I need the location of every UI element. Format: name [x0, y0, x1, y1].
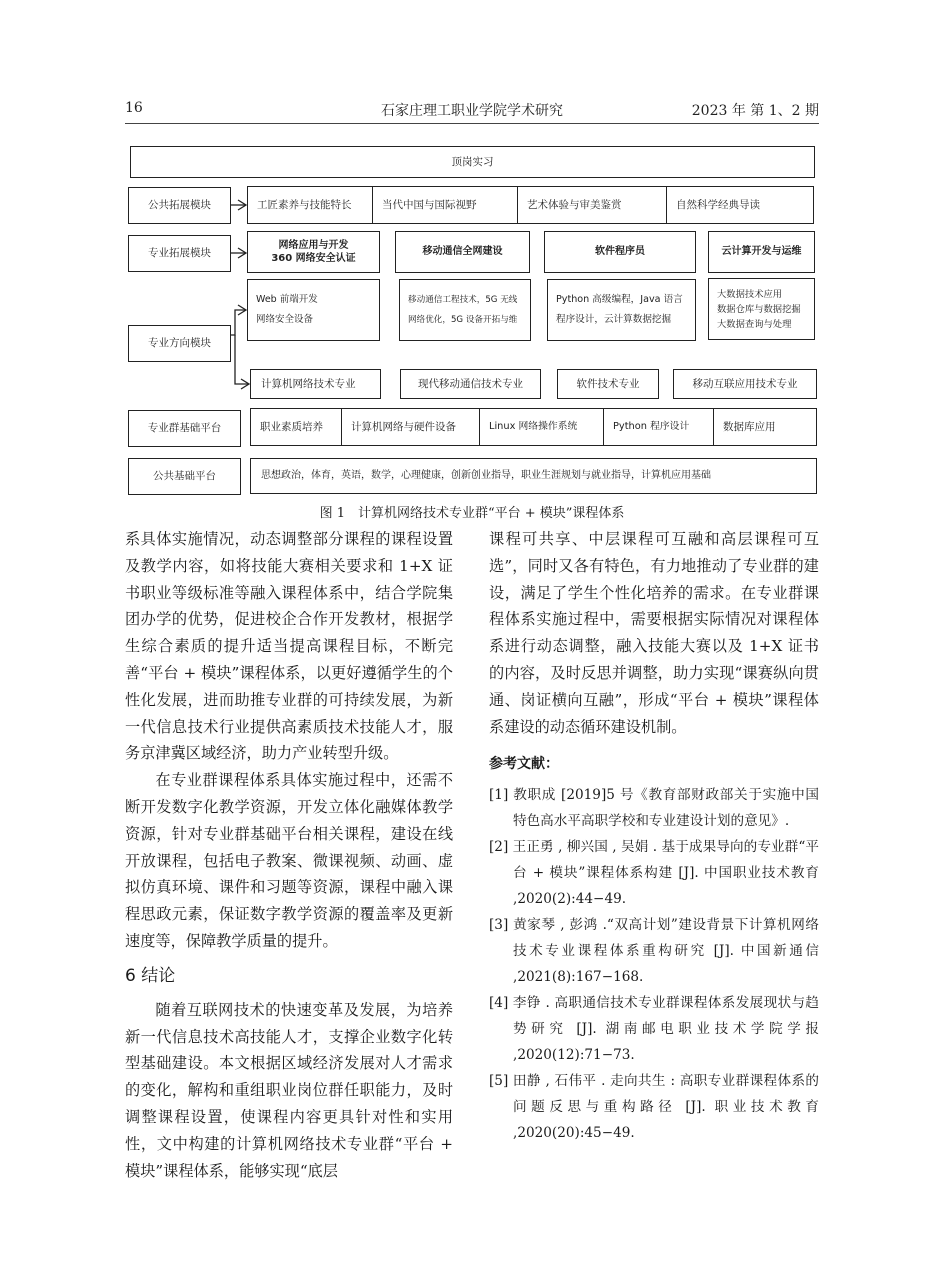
diagram-arrows [125, 140, 825, 500]
left-column [125, 526, 453, 1184]
paragraph: 在专业群课程体系具体实施过程中，还需不断开发数字化教学资源，开发立体化融媒体教学资源，针对专业群基础平台相关课程，建设在线开放课程，包括电子教案、微课视频、动画、虚拟仿真环境、课件和习题等资源，课程中融入课程思政元素，保证数字教学资源的覆盖率及更新速度等，保障教学质量的提升。 [125, 771, 453, 950]
group-platform-item: Linux 网络操作系统 [479, 409, 603, 445]
direction-label: 专业方向模块 [128, 325, 231, 362]
major-ext-item: 云计算开发与运维 [708, 231, 815, 273]
public-ext-item: 自然科学经典导读 [666, 187, 815, 223]
reference-item: [5] 田静 , 石伟平 . 走向共生 : 高职专业群课程体系的问题反思与重构路径 [J]. 职业技术教育 ,2020(20):45−49. [489, 1073, 819, 1142]
reference-item: [2] 王正勇 , 柳兴国 , 吴娟 . 基于成果导向的专业群“平台 + 模块”课程体系构建 [J]. 中国职业技术教育 ,2020(2):44−49. [489, 839, 819, 908]
course-line: Python 高级编程，Java 语言 [556, 294, 683, 305]
public-ext-item: 当代中国与国际视野 [372, 187, 517, 223]
course-line: 大数据技术应用 [717, 288, 783, 300]
course-line: Web 前端开发 [256, 294, 318, 305]
paragraph: 系具体实施情况，动态调整部分课程的课程设置及教学内容，如将技能大赛相关要求和 1+X 证书职业等级标准等融入课程体系中，结合学院集团办学的优势，促进校企合作开发教材，根据学生综合素质的提升适当提高课程目标，不断完善“平台 + 模块”课程体系，以更好遵循学生的个性化发展，进而助推专业群的可持续发展，为新一代信息技术行业提供高素质技术技能人才，服务京津冀区域经济，助力产业转型升级。 [125, 530, 453, 763]
public-ext-label: 公共拓展模块 [128, 187, 231, 224]
issue-label: 2023 年 第 1、2 期 [691, 103, 819, 119]
reference-item: [4] 李铮 . 高职通信技术专业群课程体系发展现状与趋势研究 [J]. 湖南邮电职业技术学院学报 ,2020(12):71−73. [489, 995, 819, 1064]
major-box: 计算机网络技术专业 [250, 369, 381, 399]
page-number: 16 [125, 100, 143, 116]
internship-box: 顶岗实习 [130, 146, 815, 178]
course-line: 程序设计，云计算数据挖掘 [556, 314, 672, 325]
figure-caption: 图 1 计算机网络技术专业群“平台 + 模块”课程体系 [319, 506, 625, 521]
group-platform-label: 专业群基础平台 [128, 410, 241, 447]
public-platform-box: 思想政治，体育，英语，数学，心理健康，创新创业指导，职业生涯规划与就业指导，计算机应用基础 [250, 458, 817, 494]
public-ext-item: 工匠素养与技能特长 [257, 198, 352, 211]
curriculum-diagram [125, 140, 825, 500]
course-line: 网络安全设备 [256, 314, 314, 325]
major-ext-label: 专业拓展模块 [128, 235, 231, 272]
paragraph: 课程可共享、中层课程可互融和高层课程可互选”，同时又各有特色，有力地推动了专业群的建设，满足了学生个性化培养的需求。在专业群课程体系实施过程中，需要根据实际情况对课程体系进行动态调整，融入技能大赛以及 1+X 证书的内容，及时反思并调整，助力实现“课赛纵向贯通、岗证横向互融”，形成“平台 + 模块”课程体系建设的动态循环建设机制。 [489, 530, 819, 736]
arrow-line [235, 335, 248, 384]
major-box: 现代移动通信技术专业 [400, 369, 541, 399]
course-line: 数据仓库与数据挖掘 [717, 303, 801, 315]
references-heading: 参考文献： [489, 756, 559, 773]
reference-item: [3] 黄家琴 , 彭鸿 .“双高计划”建设背景下计算机网络技术专业课程体系重构研究 [J]. 中国新通信 ,2021(8):167−168. [489, 917, 819, 986]
public-platform-label: 公共基础平台 [128, 458, 241, 495]
course-line: 移动通信工程技术，5G 无线 [408, 295, 518, 305]
major-ext-item-line: 网络应用与开发 [278, 239, 349, 251]
reference-item: [1] 教职成 [2019]5 号《教育部财政部关于实施中国特色高水平高职学校和专业建设计划的意见》. [489, 787, 819, 830]
right-column [489, 526, 819, 1146]
running-header [125, 100, 819, 122]
group-platform-item: 数据库应用 [713, 409, 818, 445]
group-platform-item: 计算机网络与硬件设备 [341, 409, 479, 445]
public-ext-item: 艺术体验与审美鉴赏 [517, 187, 666, 223]
header-rule [125, 123, 819, 124]
paragraph: 随着互联网技术的快速变革及发展，为培养新一代信息技术高技能人才，支撑企业数字化转型基础建设。本文根据区域经济发展对人才需求的变化，解构和重组职业岗位群任职能力，及时调整课程设置，使课程内容更具针对性和实用性，文中构建的计算机网络技术专业群“平台 + 模块”课程体系，能够实现“底层 [125, 1000, 453, 1180]
group-platform-item: Python 程序设计 [603, 409, 713, 445]
major-ext-item: 软件程序员 [544, 231, 696, 273]
group-platform-item: 职业素质培养 [260, 420, 323, 433]
course-line: 大数据查询与处理 [717, 318, 792, 330]
arrow-line [231, 310, 245, 335]
journal-title: 石家庄理工职业学院学术研究 [381, 103, 563, 119]
major-ext-item-line: 360 网络安全认证 [271, 253, 356, 264]
section-heading: 6 结论 [125, 965, 176, 986]
major-ext-item: 移动通信全网建设 [395, 231, 530, 273]
major-box: 软件技术专业 [557, 369, 659, 399]
major-box: 移动互联应用技术专业 [673, 369, 817, 399]
course-line: 网络优化，5G 设备开拓与维 [408, 315, 518, 325]
